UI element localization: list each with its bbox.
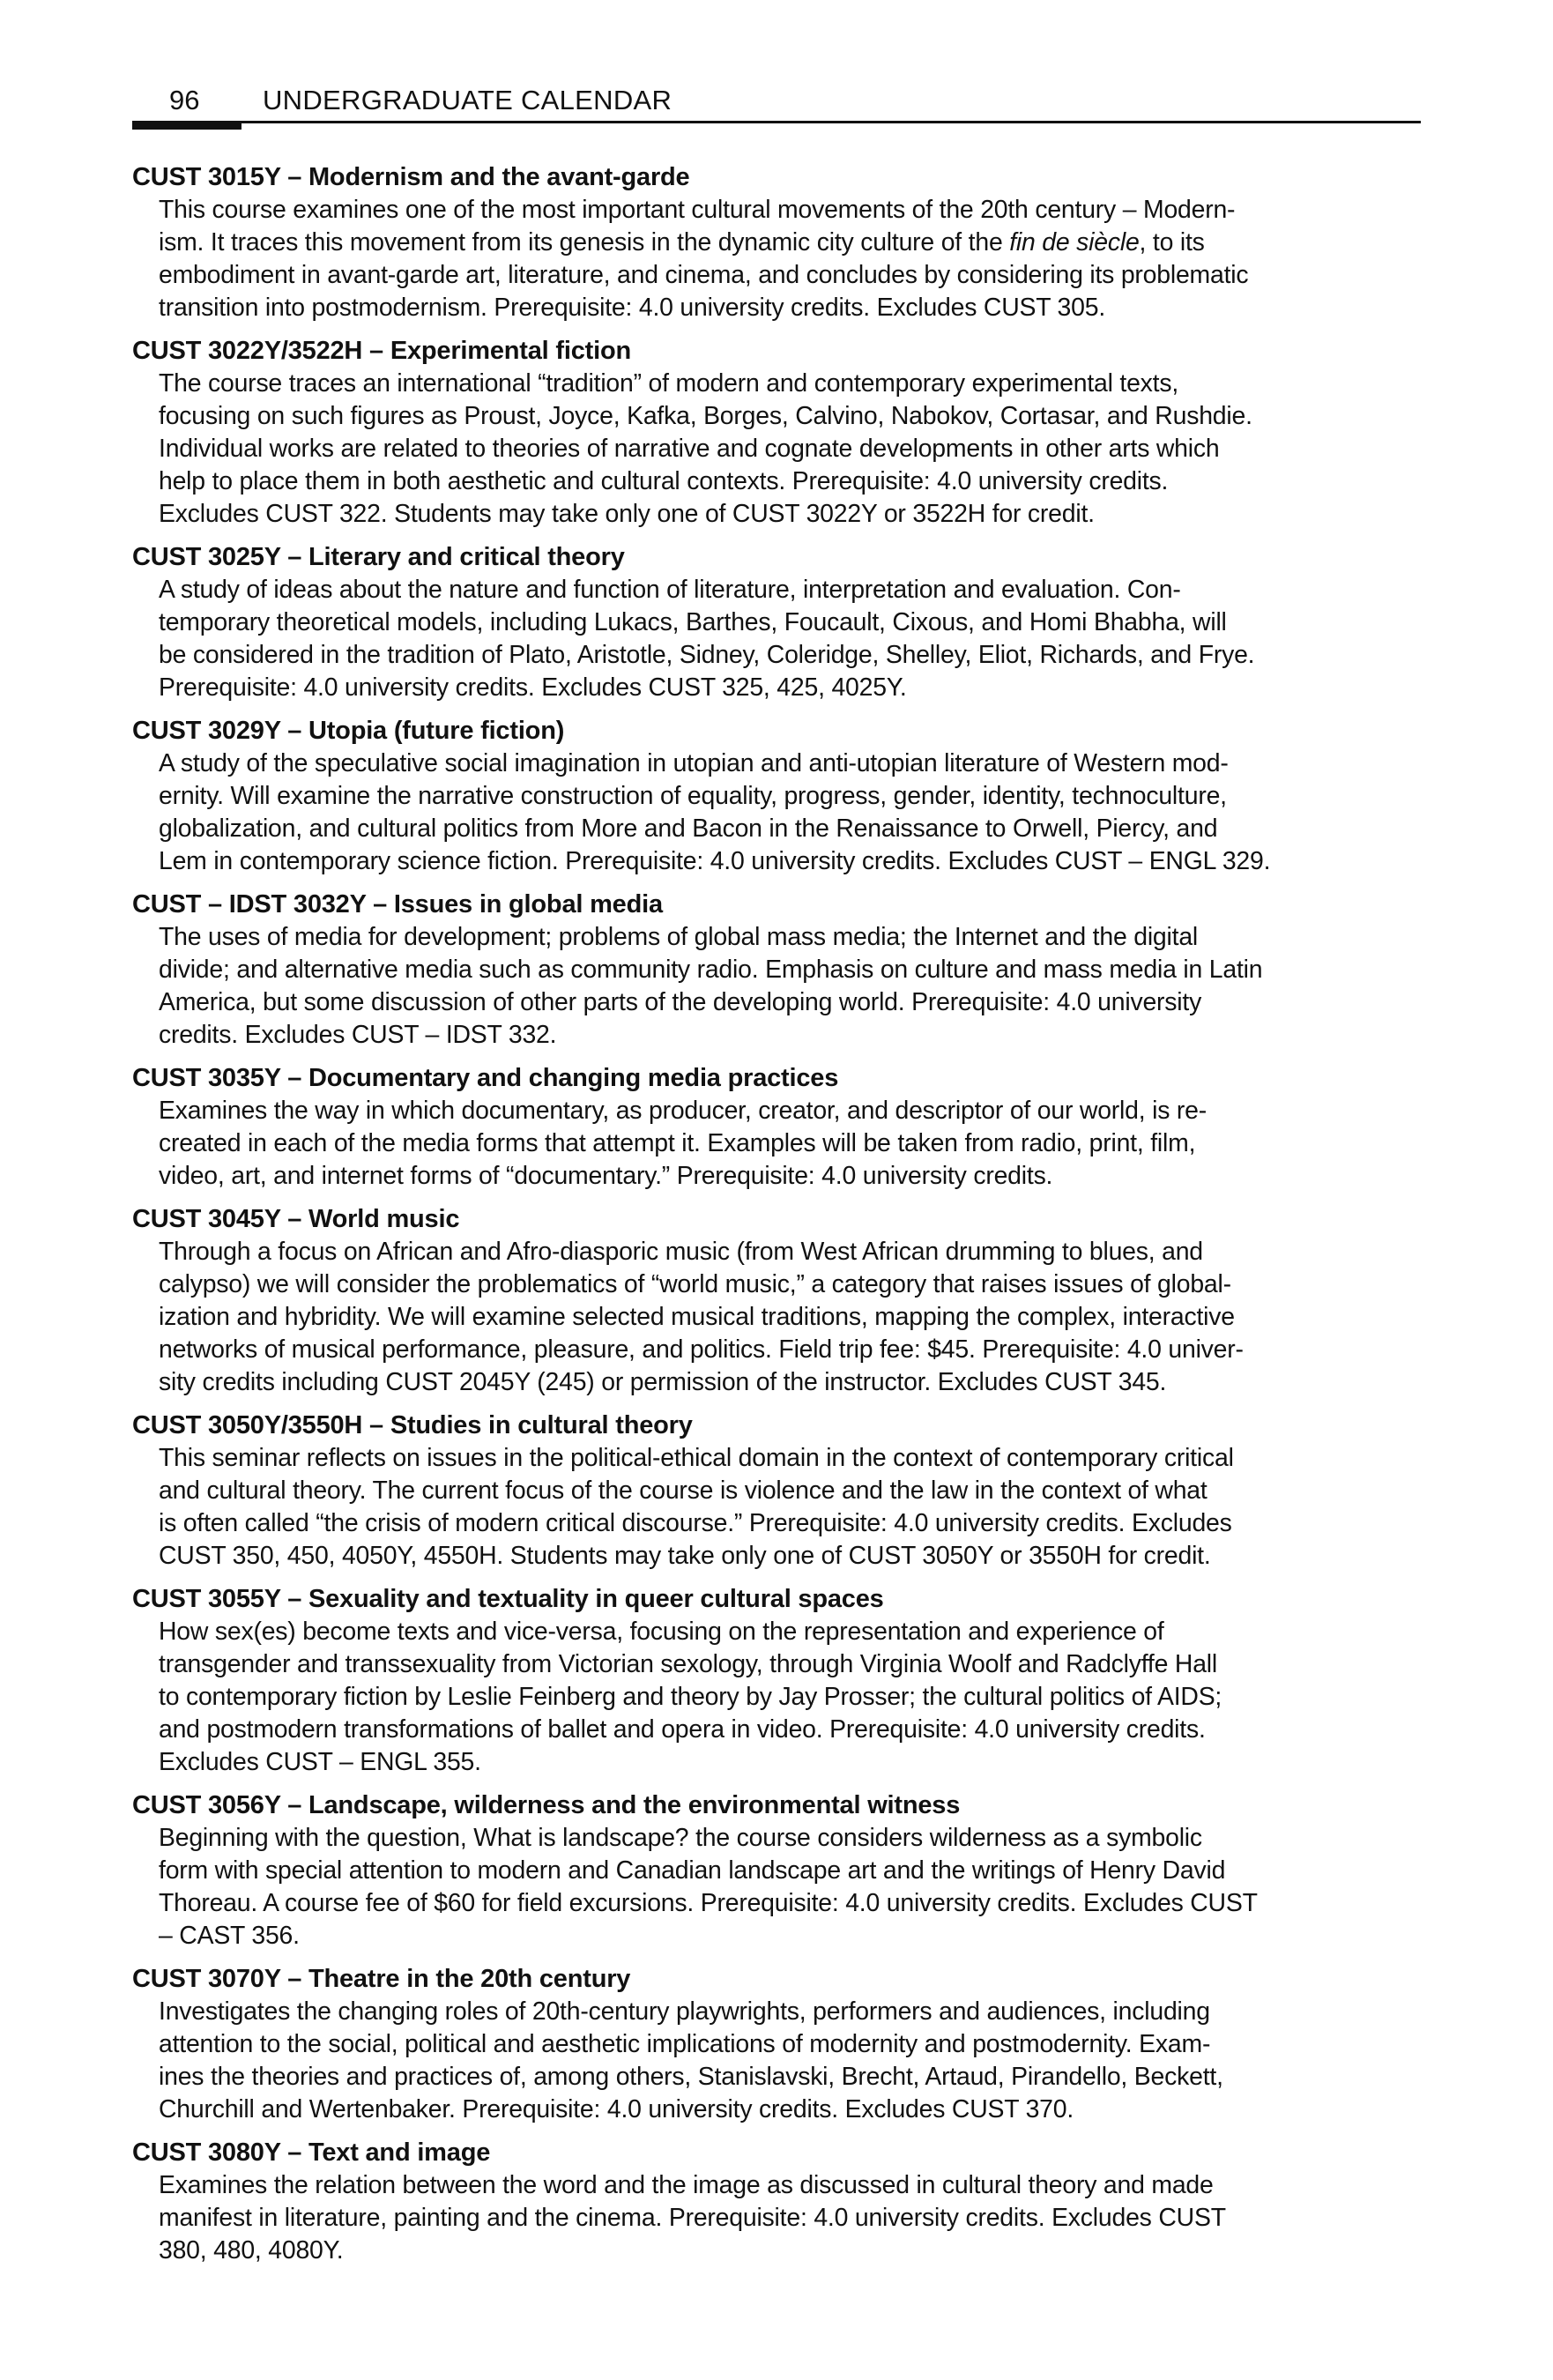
description-line: The course traces an international “tradition” of modern and contemporary experimental texts, bbox=[159, 369, 1179, 398]
course-entry bbox=[132, 1963, 1419, 2126]
description-line: help to place them in both aesthetic and cultural contexts. Prerequisite: 4.0 university credits. bbox=[159, 467, 1169, 495]
description-line: calypso) we will consider the problematics of “world music,” a category that raises issues of global- bbox=[159, 1270, 1231, 1298]
description-line: Churchill and Wertenbaker. Prerequisite: 4.0 university credits. Excludes CUST 370. bbox=[159, 2095, 1074, 2123]
description-line: manifest in literature, painting and the cinema. Prerequisite: 4.0 university credits. Excludes CUST bbox=[159, 2204, 1226, 2232]
course-description bbox=[159, 1822, 1419, 1952]
course-title: CUST 3080Y – Text and image bbox=[132, 2138, 491, 2167]
description-line: Excludes CUST – ENGL 355. bbox=[159, 1748, 481, 1776]
description-line: credits. Excludes CUST – IDST 332. bbox=[159, 1021, 557, 1049]
course-entry bbox=[132, 1409, 1419, 1573]
description-line: Examines the relation between the word and the image as discussed in cultural theory and made bbox=[159, 2171, 1214, 2199]
course-entry bbox=[132, 1583, 1419, 1779]
course-title: CUST 3015Y – Modernism and the avant-garde bbox=[132, 163, 690, 191]
description-line: temporary theoretical models, including Lukacs, Barthes, Foucault, Cixous, and Homi Bhabha, will bbox=[159, 608, 1227, 636]
description-line: The uses of media for development; problems of global mass media; the Internet and the digital bbox=[159, 923, 1199, 951]
description-line: Through a focus on African and Afro-diasporic music (from West African drumming to blues, and bbox=[159, 1238, 1203, 1266]
course-description bbox=[159, 194, 1419, 324]
description-line: form with special attention to modern and Canadian landscape art and the writings of Henry David bbox=[159, 1856, 1226, 1885]
page-number: 96 bbox=[169, 85, 200, 115]
description-line: attention to the social, political and aesthetic implications of modernity and postmodernity. Exam- bbox=[159, 2030, 1211, 2058]
description-line: ernity. Will examine the narrative construction of equality, progress, gender, identity, technoculture, bbox=[159, 782, 1227, 810]
description-line: ization and hybridity. We will examine selected musical traditions, mapping the complex, interactive bbox=[159, 1303, 1235, 1331]
course-title: CUST 3045Y – World music bbox=[132, 1205, 460, 1233]
description-line: This course examines one of the most important cultural movements of the 20th century – Modern- bbox=[159, 196, 1236, 224]
course-entry bbox=[132, 1789, 1419, 1952]
course-title: CUST 3025Y – Literary and critical theory bbox=[132, 543, 625, 571]
description-line: to contemporary fiction by Leslie Feinberg and theory by Jay Prosser; the cultural politics of AIDS; bbox=[159, 1683, 1222, 1711]
description-line: and postmodern transformations of ballet and opera in video. Prerequisite: 4.0 university credits. bbox=[159, 1715, 1206, 1744]
page-header bbox=[132, 81, 1421, 125]
description-line: globalization, and cultural politics from More and Bacon in the Renaissance to Orwell, Piercy, and bbox=[159, 814, 1218, 843]
course-description bbox=[159, 368, 1419, 531]
description-line: video, art, and internet forms of “documentary.” Prerequisite: 4.0 university credits. bbox=[159, 1162, 1053, 1190]
course-description bbox=[159, 574, 1419, 704]
description-line: Excludes CUST 322. Students may take only one of CUST 3022Y or 3522H for credit. bbox=[159, 500, 1095, 528]
description-line: and cultural theory. The current focus of the course is violence and the law in the context of what bbox=[159, 1476, 1207, 1505]
course-entry bbox=[132, 1062, 1419, 1193]
description-line: created in each of the media forms that attempt it. Examples will be taken from radio, print, film, bbox=[159, 1129, 1196, 1157]
description-line: be considered in the tradition of Plato, Aristotle, Sidney, Coleridge, Shelley, Eliot, Richards, and Frye. bbox=[159, 641, 1255, 669]
course-title: CUST 3056Y – Landscape, wilderness and the environmental witness bbox=[132, 1791, 961, 1819]
description-line: ism. It traces this movement from its genesis in the dynamic city culture of the fin de siècle, to its bbox=[159, 228, 1205, 257]
course-description bbox=[159, 1616, 1419, 1779]
description-line: Lem in contemporary science fiction. Prerequisite: 4.0 university credits. Excludes CUST – ENGL 329. bbox=[159, 847, 1271, 875]
course-entry bbox=[132, 541, 1419, 704]
course-title: CUST – IDST 3032Y – Issues in global media bbox=[132, 890, 663, 919]
description-line: A study of the speculative social imagination in utopian and anti-utopian literature of Western mod- bbox=[159, 749, 1229, 777]
course-title: CUST 3022Y/3522H – Experimental fiction bbox=[132, 337, 631, 365]
course-description bbox=[159, 1996, 1419, 2126]
course-entry bbox=[132, 161, 1419, 324]
description-line: Investigates the changing roles of 20th-century playwrights, performers and audiences, including bbox=[159, 1997, 1210, 2026]
description-line: is often called “the crisis of modern critical discourse.” Prerequisite: 4.0 university credits. Excludes bbox=[159, 1509, 1232, 1537]
header-rule bbox=[132, 121, 1421, 123]
description-line: This seminar reflects on issues in the political-ethical domain in the context of contemporary critical bbox=[159, 1444, 1234, 1472]
description-line: – CAST 356. bbox=[159, 1922, 300, 1950]
course-description bbox=[159, 747, 1419, 878]
description-line: America, but some discussion of other parts of the developing world. Prerequisite: 4.0 university bbox=[159, 988, 1202, 1016]
course-description bbox=[159, 921, 1419, 1052]
course-description bbox=[159, 1236, 1419, 1399]
course-description bbox=[159, 1095, 1419, 1193]
description-line: embodiment in avant-garde art, literature, and cinema, and concludes by considering its problematic bbox=[159, 261, 1249, 289]
description-line: divide; and alternative media such as community radio. Emphasis on culture and mass media in Latin bbox=[159, 956, 1263, 984]
description-line: sity credits including CUST 2045Y (245) or permission of the instructor. Excludes CUST 345. bbox=[159, 1368, 1167, 1396]
course-entry bbox=[132, 889, 1419, 1052]
course-entry bbox=[132, 2137, 1419, 2267]
description-line: focusing on such figures as Proust, Joyce, Kafka, Borges, Calvino, Nabokov, Cortasar, and Rushdie. bbox=[159, 402, 1252, 430]
description-line: transgender and transsexuality from Victorian sexology, through Virginia Woolf and Radclyffe Hall bbox=[159, 1650, 1218, 1678]
description-line: Examines the way in which documentary, as producer, creator, and descriptor of our world, is re- bbox=[159, 1097, 1207, 1125]
italic-phrase: fin de siècle bbox=[1009, 228, 1140, 257]
description-line: A study of ideas about the nature and function of literature, interpretation and evaluation. Con- bbox=[159, 576, 1181, 604]
header-rule-tab bbox=[132, 121, 241, 130]
description-line: 380, 480, 4080Y. bbox=[159, 2236, 344, 2265]
course-title: CUST 3055Y – Sexuality and textuality in queer cultural spaces bbox=[132, 1585, 884, 1613]
description-line: networks of musical performance, pleasure, and politics. Field trip fee: $45. Prerequisite: 4.0 univer- bbox=[159, 1335, 1244, 1364]
description-line: Beginning with the question, What is landscape? the course considers wilderness as a symbolic bbox=[159, 1824, 1202, 1852]
course-description bbox=[159, 1442, 1419, 1573]
course-entry bbox=[132, 335, 1419, 531]
description-line: How sex(es) become texts and vice-versa, focusing on the representation and experience of bbox=[159, 1618, 1164, 1646]
course-description bbox=[159, 2169, 1419, 2267]
course-entry bbox=[132, 1203, 1419, 1399]
course-title: CUST 3050Y/3550H – Studies in cultural theory bbox=[132, 1411, 693, 1439]
course-title: CUST 3070Y – Theatre in the 20th century bbox=[132, 1965, 631, 1993]
description-line: Thoreau. A course fee of $60 for field excursions. Prerequisite: 4.0 university credits. Excludes CUST bbox=[159, 1889, 1258, 1917]
course-list bbox=[132, 161, 1419, 2278]
course-title: CUST 3035Y – Documentary and changing media practices bbox=[132, 1064, 839, 1092]
description-line: ines the theories and practices of, among others, Stanislavski, Brecht, Artaud, Pirandello, Beckett, bbox=[159, 2063, 1223, 2091]
description-line: CUST 350, 450, 4050Y, 4550H. Students may take only one of CUST 3050Y or 3550H for credit. bbox=[159, 1542, 1211, 1570]
description-line: Individual works are related to theories of narrative and cognate developments in other arts which bbox=[159, 435, 1220, 463]
course-entry bbox=[132, 715, 1419, 878]
course-title: CUST 3029Y – Utopia (future fiction) bbox=[132, 717, 565, 745]
description-line: transition into postmodernism. Prerequisite: 4.0 university credits. Excludes CUST 305. bbox=[159, 294, 1106, 322]
running-title: UNDERGRADUATE CALENDAR bbox=[263, 85, 672, 115]
description-line: Prerequisite: 4.0 university credits. Excludes CUST 325, 425, 4025Y. bbox=[159, 673, 907, 702]
